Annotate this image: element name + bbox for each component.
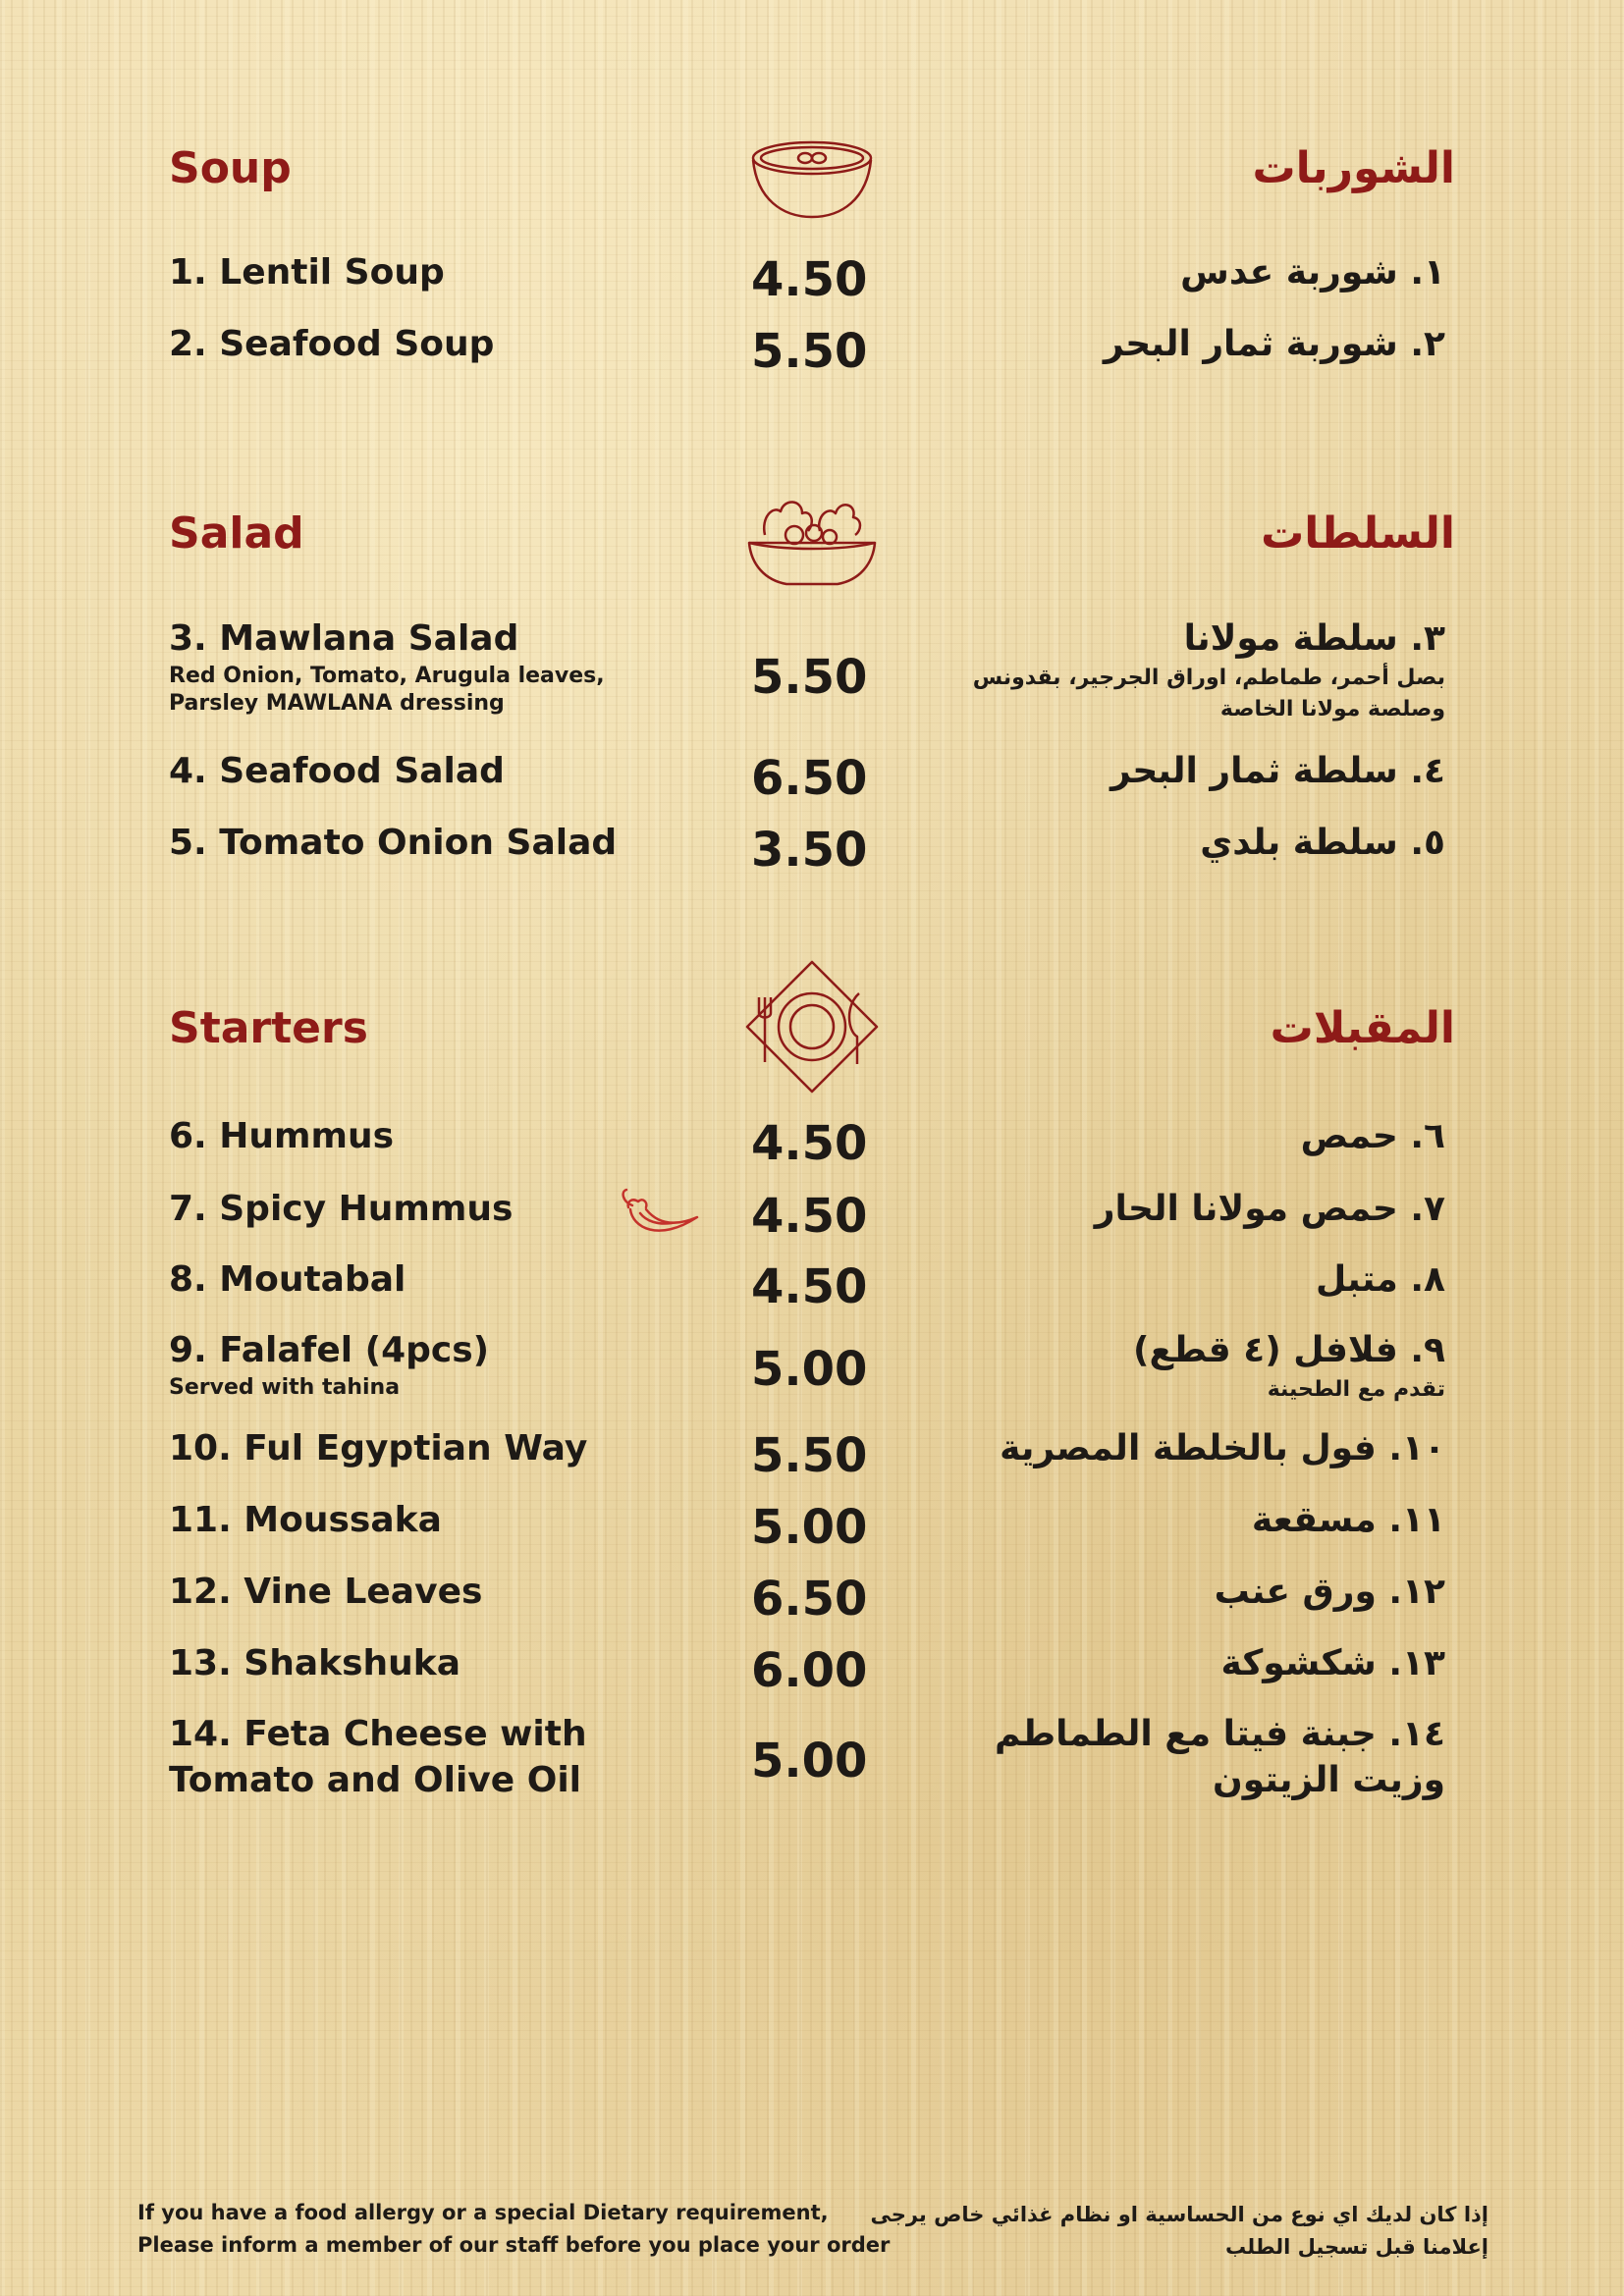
section-title-ar: السلطات <box>1261 508 1455 559</box>
item-title-en: 14. Feta Cheese with <box>169 1714 587 1754</box>
item-name-ar: ٤. سلطة ثمار البحر <box>1110 751 1445 791</box>
item-name-ar: ١٠. فول بالخلطة المصرية <box>1000 1428 1445 1468</box>
item-price: 5.50 <box>751 1428 868 1483</box>
salad-bowl-icon <box>743 488 881 591</box>
item-desc-ar: تقدم مع الطحينة <box>1267 1376 1445 1402</box>
item-name-ar: ٥. سلطة بلدي <box>1200 823 1445 863</box>
item-name-en <box>169 1328 489 1402</box>
item-title-en: 3. Mawlana Salad <box>169 618 519 659</box>
item-name-ar: ٦. حمص <box>1300 1116 1445 1156</box>
item-price: 5.50 <box>751 324 868 379</box>
item-title-ar: ١٤. جبنة فيتا مع الطماطم <box>994 1714 1445 1754</box>
item-name-en: 8. Moutabal <box>169 1259 406 1300</box>
item-title-en: Tomato and Olive Oil <box>169 1759 581 1800</box>
item-price: 4.50 <box>751 1189 868 1244</box>
item-price: 4.50 <box>751 252 868 307</box>
item-price: 5.00 <box>751 1500 868 1555</box>
item-name-en: 4. Seafood Salad <box>169 751 505 791</box>
item-desc-en: Served with tahina <box>169 1374 401 1400</box>
section-title-ar: المقبلات <box>1270 1003 1455 1053</box>
item-price: 5.00 <box>751 1734 868 1789</box>
section-title-en: Salad <box>169 508 304 559</box>
allergy-notice-ar <box>870 2199 1489 2263</box>
chili-pepper-icon <box>619 1188 703 1243</box>
item-name-en <box>169 616 605 719</box>
section-title-ar: الشوربات <box>1252 143 1455 193</box>
item-desc-ar: بصل أحمر، طماطم، اوراق الجرجير، بقدونس <box>972 665 1445 690</box>
item-name-ar: ٧. حمص مولانا الحار <box>1094 1189 1445 1229</box>
item-price: 3.50 <box>751 823 868 878</box>
section-title-en: Starters <box>169 1003 368 1053</box>
allergy-notice-line: إعلامنا قبل تسجيل الطلب <box>1225 2234 1489 2259</box>
allergy-notice-line: If you have a food allergy or a special Dietary requirement, <box>137 2201 829 2224</box>
item-name-ar <box>995 1712 1445 1804</box>
item-name-en: 12. Vine Leaves <box>169 1572 483 1612</box>
item-name-en: 11. Moussaka <box>169 1500 442 1540</box>
item-name-ar: ٨. متبل <box>1315 1259 1445 1300</box>
item-desc-ar: وصلصة مولانا الخاصة <box>1219 696 1445 721</box>
allergy-notice-en <box>137 2197 890 2261</box>
item-name-en: 10. Ful Egyptian Way <box>169 1428 588 1468</box>
item-name-ar: ١١. مسقعة <box>1251 1500 1445 1540</box>
item-title-ar: ٣. سلطة مولانا <box>1183 618 1445 659</box>
item-name-en: 2. Seafood Soup <box>169 324 495 364</box>
item-price: 5.50 <box>751 650 868 705</box>
item-name-en <box>169 1712 587 1804</box>
item-name-ar <box>973 616 1445 725</box>
item-name-en: 6. Hummus <box>169 1116 395 1156</box>
item-name-ar <box>1133 1328 1445 1406</box>
item-price: 6.50 <box>751 751 868 806</box>
item-name-en: 1. Lentil Soup <box>169 252 445 293</box>
item-desc-en: Red Onion, Tomato, Arugula leaves, <box>169 663 605 688</box>
item-name-en: 7. Spicy Hummus <box>169 1189 514 1229</box>
item-name-en: 13. Shakshuka <box>169 1643 461 1683</box>
item-price: 6.00 <box>751 1643 868 1698</box>
item-title-ar: وزيت الزيتون <box>1212 1759 1445 1800</box>
item-title-ar: ٩. فلافل (٤ قطع) <box>1133 1330 1445 1370</box>
item-price: 6.50 <box>751 1572 868 1627</box>
item-name-ar: ١٢. ورق عنب <box>1214 1572 1445 1612</box>
item-title-en: 9. Falafel (4pcs) <box>169 1330 490 1370</box>
item-price: 4.50 <box>751 1259 868 1314</box>
item-price: 4.50 <box>751 1116 868 1171</box>
plate-cutlery-icon <box>743 958 881 1095</box>
item-desc-en: Parsley MAWLANA dressing <box>169 691 505 717</box>
allergy-notice-line: Please inform a member of our staff before you place your order <box>137 2232 891 2257</box>
item-name-ar: ١. شوربة عدس <box>1180 252 1445 293</box>
item-name-ar: ٢. شوربة ثمار البحر <box>1103 324 1445 364</box>
item-name-ar: ١٣. شكشوكة <box>1220 1643 1445 1683</box>
item-price: 5.00 <box>751 1342 868 1397</box>
item-name-en: 5. Tomato Onion Salad <box>169 823 618 863</box>
section-title-en: Soup <box>169 143 292 193</box>
allergy-notice-line: إذا كان لديك اي نوع من الحساسية او نظام غذائي خاص يرجى <box>870 2203 1489 2226</box>
soup-bowl-icon <box>743 131 881 224</box>
